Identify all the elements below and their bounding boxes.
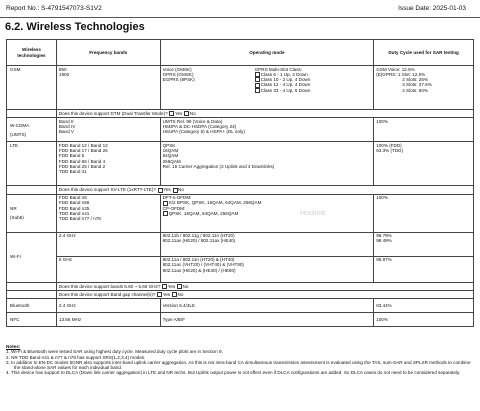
tech-bluetooth: Bluetooth [7,299,57,313]
note-item: 4. This device has support to DLCA (Down link carrier aggregation) in LTE and NR techs. But Uplink output power is not effect even if DLCA configurations are added. So DLCA cases do not need to be considered separately. [6,370,461,376]
no-checkbox[interactable] [172,292,177,297]
wifi-modes-5 [160,256,374,282]
wcdma-duty: 100% [374,118,474,142]
tech-nfc: NFC [7,313,57,327]
yes-checkbox[interactable] [157,292,162,297]
mode-item: π/2 BPSK, QPSK, 16QAM, 64QAM, 256QAM [163,200,372,205]
table-row-bluetooth [7,299,474,313]
mode-item: UMTS Rel. 99 (Voice & Data) [162,118,223,124]
duty-item: 2 Slots: 25% [402,77,428,83]
yes-label: Yes [162,291,171,297]
table-row-nfc [7,313,474,327]
lte-bands [56,142,160,186]
yes-checkbox[interactable] [162,284,167,289]
mode-item: Voice (GMSK) [162,66,192,72]
wifi-modes-24 [160,232,374,256]
nr-duty: 100% [374,194,474,232]
mode-item: 16QAM [162,148,179,154]
header-divider [0,17,480,18]
no-label: No [189,111,196,116]
checkbox-icon [163,211,168,216]
band-item: TDD Band n41 [58,210,90,216]
wcdma-bands [56,118,160,142]
note-item: 3. In addition to EN-DC modes 5GNR also supports inter-band uplink carrier aggregation. As this is not intra-band CA simultaneous transmission assessment is evaluated using the TAS, sum-SAR and SPLSR methods to combine the stand-alone SAR values for each individual band. [6,359,471,371]
mode-item: GPRS (GMSK) [162,71,194,77]
duty-item: 98.87% [376,257,392,263]
question-row-svlte [7,186,474,194]
table-row-wcdma [7,118,474,142]
question-row-dtm [7,110,474,118]
mode-item: EGPRS (8PSK) [162,77,195,83]
gsm-modes [160,66,374,110]
tech-gsm: GSM [7,66,57,110]
duty-item: (E)GPRS: 1 Slot: 12.5% [376,71,426,77]
band-item: 1900 [58,71,70,77]
yes-label: Yes [174,111,183,116]
tech-wcdma: W-CDMA (UMTS) [7,118,57,142]
wifi-duty-5 [374,256,474,282]
wcdma-modes [160,118,374,142]
table-header-row [7,40,474,66]
mode-item: 802.11a / 802.11n (HT20) & (HT40) [162,257,235,263]
yes-checkbox[interactable] [169,111,174,116]
band-item: FDD Band 12 / Band 13 [58,142,108,148]
dtm-question: Does this device support DTM (Dual Transfer Mode)? [58,111,168,116]
duty-item: GSM Voice: 12.5% [376,66,415,72]
gsm-duty [374,66,474,110]
wifi-band-5: 5 GHz [56,256,160,282]
gsm-bands [56,66,160,110]
header-frequency-bands: Frequency bands [56,40,160,66]
band-item: FDD Band 66 / Band 4 [58,158,106,164]
band-item: Band IV [58,124,76,130]
table-row-wifi-5 [7,256,474,282]
mode-item: Rel. 15 Carrier Aggregation (2 Uplink and 4 Downlinks) [162,163,275,169]
bluetooth-mode: Version 5.4/4LE [160,299,374,313]
nr-bands [56,194,160,232]
duty-item: 3 Slots: 37.5% [402,82,432,88]
multislot-item: Class 6 - 1 Up, 4 Down [255,72,311,77]
no-label: No [182,283,189,289]
wireless-technologies-table [6,39,474,327]
checkbox-icon [255,83,260,88]
band-item: FDD Band n66 [58,200,90,206]
tech-lte: LTE [7,142,57,186]
note-item: 2. NR TDD Band n41 & n77 & n78 has support SRS(1,2,3,4) modes. [6,354,146,360]
mode-item: HSUPA (Category 6) & HSPA+ (DL only) [162,129,245,135]
band-item: TDD Band n77 / n78 [58,216,101,222]
multislot-title: GPRS Multi-Slot Class: [254,66,303,72]
band-item: 850 [58,66,67,72]
band-gap-question: Does this device support Band gap channel(s)? [58,291,156,297]
no-checkbox[interactable] [177,284,182,289]
mode-item: HSDPA & DC-HSDPA (Category 24) [162,124,237,130]
svlte-question: Does this device support SV-LTE (1xRTT-LTE)? [58,187,156,193]
duty-item: 4 Slots: 50% [402,87,428,93]
question-row-band-gap [7,290,474,298]
duty-item: 63.3% (TDD) [376,148,403,154]
table-row-gsm [7,66,474,110]
duty-item: 98.79% [376,233,392,239]
multislot-item: Class 33 - 4 Up, 5 Down [255,88,311,93]
no-label: No [177,291,184,297]
nr-modes [160,194,374,232]
table-row-wifi-24 [7,232,474,256]
mode-item: 802.11b / 802.11g / 802.11n (HT20) [162,233,235,239]
report-header [6,5,474,17]
band-item: FDD Band n5 [58,195,87,201]
header-duty-cycle: Duty Cycle used for SAR testing [374,40,474,66]
mode-item: QPSK [162,142,176,148]
multislot-item: Class 12 - 4 Up, 4 Down [255,82,311,87]
mode-item: 802.11ax (HE20) / 802.11ax (HE40) [162,238,236,244]
band-item: FDD Band 5 [58,153,85,159]
wifi-duty-24 [374,232,474,256]
watermark: Hoolook [300,210,326,217]
band-item: FDD Band n25 [58,205,90,211]
tech-wifi: Wi-Fi [7,232,57,282]
mode-item: 256QAM [162,158,181,164]
lte-modes [160,142,374,186]
checkbox-icon [163,201,168,206]
multislot-item: Class 10 - 2 Up, 4 Down [255,77,311,82]
band-item: TDD Band 41 [58,169,87,175]
wifi-band-question: Does this device support bands 5.60 ~ 5.65 GHz? [58,283,161,289]
wifi-band-24: 2.4 GHz [56,232,160,256]
issue-date: Issue Date: 2025-01-03 [398,5,466,12]
band-item: Band V [58,129,74,135]
table-row-nr [7,194,474,232]
nfc-duty: 100% [374,313,474,327]
report-number: Report No.: S-4791547073-S1V2 [6,5,102,12]
lte-duty [374,142,474,186]
question-row-wifi-bands [7,282,474,290]
yes-checkbox[interactable] [158,188,163,193]
notes-section [6,344,474,376]
header-operating-mode: Operating mode [160,40,374,66]
mode-item: 64QAM [162,153,179,159]
mode-item: 802.11ac (VHT20) / (VHT40) & (VHT80) [162,262,244,268]
band-item: FDD Band 25 / Band 2 [58,163,106,169]
mode-item: QPSK, 16QAM, 64QAM, 256QAM [163,211,372,216]
yes-label: Yes [163,187,171,193]
band-item: FDD Band 17 / Band 26 [58,148,108,154]
header-technologies: Wireless technologies [7,40,57,66]
nfc-band: 13.56 MHz [56,313,160,327]
bluetooth-duty: 83.44% [374,299,474,313]
nfc-mode: Type A/B/F [160,313,374,327]
no-label: No [178,187,184,193]
section-title: 6.2. Wireless Technologies [5,21,145,33]
note-item: 1. Wi-Fi & Bluetooth were tested SAR using highest duty cycle. Measured duty cycle plots are in Section 9. [6,349,223,355]
band-item: Band II [58,118,74,124]
no-checkbox[interactable] [173,188,178,193]
mode-item: 802.11ax (HE20) & (HE40) / (HE80) [162,267,236,273]
tech-nr: NR (Sub6) [7,194,57,232]
checkbox-icon [255,88,260,93]
notes-heading: Notes: [6,344,21,349]
mode-item: CP-OFDM: [162,205,186,211]
table-row-lte [7,142,474,186]
bluetooth-band: 2.4 GHz [56,299,160,313]
yes-label: Yes [167,283,176,289]
no-checkbox[interactable] [184,111,189,116]
duty-item: 100% (FDD) [376,142,402,148]
duty-item: 98.49% [376,238,392,244]
mode-item: DFT-s-OFDM: [162,195,192,201]
